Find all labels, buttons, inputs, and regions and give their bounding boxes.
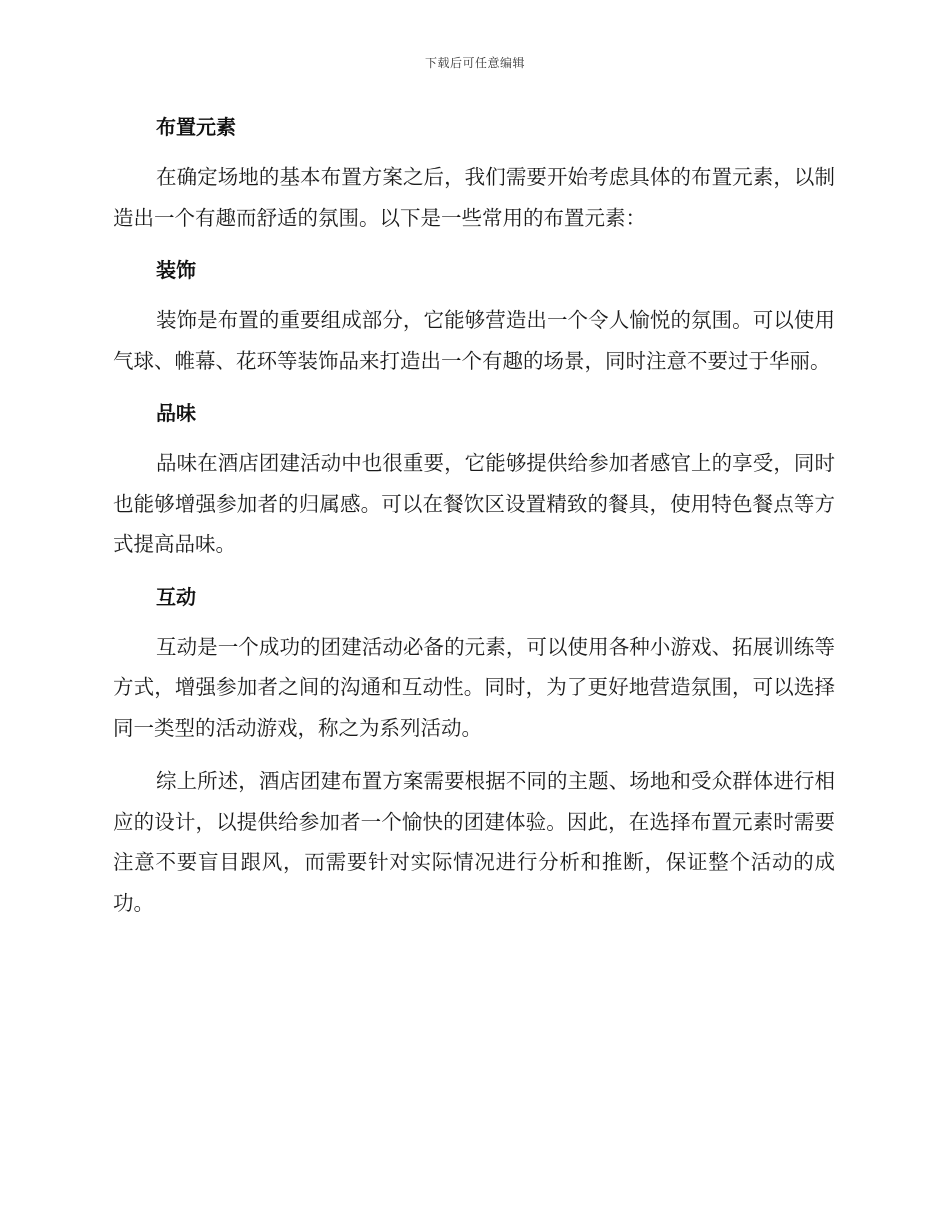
section-heading-interaction: 互动 — [156, 584, 196, 609]
section-paragraph-taste: 品味在酒店团建活动中也很重要，它能够提供给参加者感官上的享受，同时也能够增强参加者的归属感。可以在餐饮区设置精致的餐具，使用特色餐点等方式提高品味。 — [113, 451, 835, 556]
page-header-note: 下载后可任意编辑 — [424, 56, 525, 70]
section-paragraph-interaction: 互动是一个成功的团建活动必备的元素，可以使用各种小游戏、拓展训练等方式，增强参加者之间的沟通和互动性。同时，为了更好地营造氛围，可以选择同一类型的活动游戏，称之为系列活动。 — [113, 634, 835, 740]
section-heading-taste: 品味 — [156, 401, 196, 425]
document-body — [113, 108, 835, 936]
section-heading-decoration: 装饰 — [156, 258, 196, 282]
conclusion-paragraph: 综上所述，酒店团建布置方案需要根据不同的主题、场地和受众群体进行相应的设计，以提供给参加者一个愉快的团建体验。因此，在选择布置元素时需要注意不要盲目跟风，而需要针对实际情况进行分析和推断，保证整个活动的成功。 — [113, 769, 835, 915]
section-paragraph-decoration: 装饰是布置的重要组成部分，它能够营造出一个令人愉悦的氛围。可以使用气球、帷幕、花环等装饰品来打造出一个有趣的场景，同时注意不要过于华丽。 — [113, 308, 835, 373]
section-paragraph-layout-elements: 在确定场地的基本布置方案之后，我们需要开始考虑具体的布置元素，以制造出一个有趣而舒适的氛围。以下是一些常用的布置元素： — [113, 165, 835, 230]
section-heading-layout-elements: 布置元素 — [156, 115, 236, 139]
